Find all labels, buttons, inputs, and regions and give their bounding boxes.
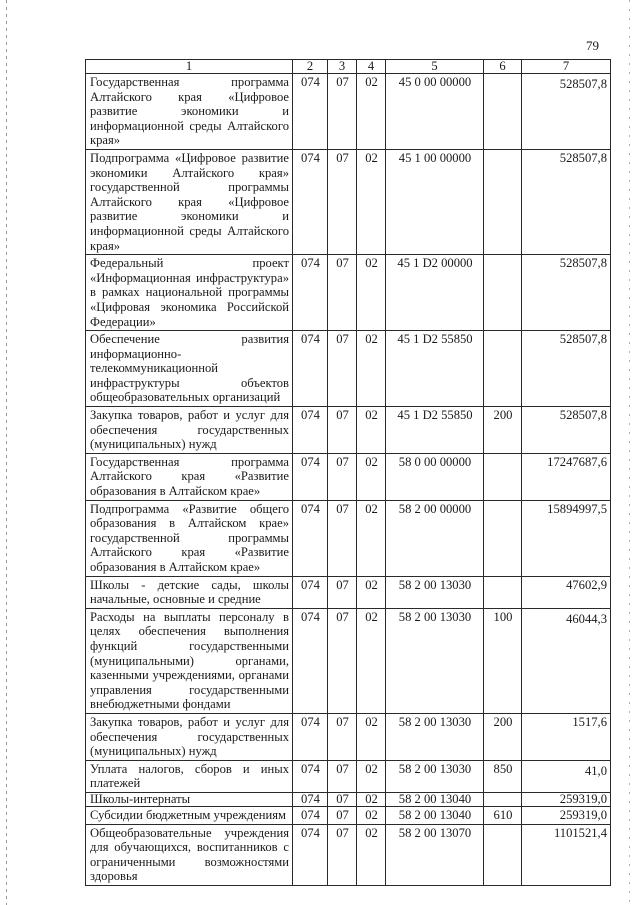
- row-csr: 58 2 00 13030: [386, 608, 484, 713]
- page-number: 79: [586, 38, 599, 53]
- row-rz: 07: [328, 407, 357, 454]
- row-vr: 200: [484, 407, 522, 454]
- row-vr: 850: [484, 760, 522, 792]
- row-amount: 41,0: [522, 760, 611, 792]
- row-csr: 58 2 00 13030: [386, 760, 484, 792]
- table-row: [86, 453, 611, 500]
- row-csr: 58 0 00 00000: [386, 453, 484, 500]
- row-rz: 07: [328, 149, 357, 254]
- row-amount: 528507,8: [522, 149, 611, 254]
- row-ved: 074: [293, 74, 328, 150]
- table-row: [86, 792, 611, 806]
- row-pr: 02: [357, 407, 386, 454]
- row-amount: 46044,3: [522, 608, 611, 713]
- table-row: [86, 149, 611, 254]
- row-amount: 17247687,6: [522, 453, 611, 500]
- row-csr: 45 0 00 00000: [386, 74, 484, 150]
- row-amount: 15894997,5: [522, 500, 611, 576]
- table-row: [86, 576, 611, 608]
- row-rz: 07: [328, 576, 357, 608]
- table-row: [86, 824, 611, 885]
- row-csr: 45 1 D2 00000: [386, 255, 484, 331]
- row-name: Закупка товаров, работ и услуг для обеспечения государственных (муниципальных) нужд: [86, 407, 293, 454]
- row-csr: 45 1 00 00000: [386, 149, 484, 254]
- row-rz: 07: [328, 792, 357, 806]
- row-csr: 58 2 00 13040: [386, 806, 484, 824]
- row-ved: 074: [293, 806, 328, 824]
- table-header-row: [86, 60, 611, 74]
- row-csr: 58 2 00 13070: [386, 824, 484, 885]
- row-ved: 074: [293, 824, 328, 885]
- row-amount: 528507,8: [522, 74, 611, 150]
- table-row: [86, 500, 611, 576]
- row-amount: 528507,8: [522, 255, 611, 331]
- row-csr: 58 2 00 00000: [386, 500, 484, 576]
- row-ved: 074: [293, 331, 328, 407]
- row-name: Уплата налогов, сборов и иных платежей: [86, 760, 293, 792]
- row-ved: 074: [293, 576, 328, 608]
- table-row: [86, 407, 611, 454]
- table-row: [86, 74, 611, 150]
- row-rz: 07: [328, 806, 357, 824]
- row-name: Закупка товаров, работ и услуг для обеспечения государственных (муниципальных) нужд: [86, 713, 293, 760]
- row-pr: 02: [357, 331, 386, 407]
- row-pr: 02: [357, 713, 386, 760]
- row-rz: 07: [328, 608, 357, 713]
- table-row: [86, 760, 611, 792]
- row-pr: 02: [357, 74, 386, 150]
- column-header: 2: [293, 60, 328, 74]
- row-vr: 610: [484, 806, 522, 824]
- row-pr: 02: [357, 792, 386, 806]
- row-amount: 1101521,4: [522, 824, 611, 885]
- row-vr: 100: [484, 608, 522, 713]
- row-name: Школы - детские сады, школы начальные, основные и средние: [86, 576, 293, 608]
- column-header: 4: [357, 60, 386, 74]
- row-csr: 58 2 00 13030: [386, 713, 484, 760]
- row-ved: 074: [293, 255, 328, 331]
- row-pr: 02: [357, 149, 386, 254]
- table-row: [86, 331, 611, 407]
- row-name: Расходы на выплаты персоналу в целях обеспечения выполнения функций государственными (муниципальными) органами, казенными учреждениями, органами управления государственными внебюджетными фондами: [86, 608, 293, 713]
- row-vr: [484, 792, 522, 806]
- row-csr: 58 2 00 13030: [386, 576, 484, 608]
- row-pr: 02: [357, 576, 386, 608]
- row-name: Обеспечение развития информационно-телекоммуникационной инфраструктуры объектов общеобразовательных организаций: [86, 331, 293, 407]
- row-vr: [484, 500, 522, 576]
- row-ved: 074: [293, 149, 328, 254]
- row-csr: 45 1 D2 55850: [386, 331, 484, 407]
- row-vr: [484, 255, 522, 331]
- row-vr: [484, 824, 522, 885]
- row-name: Государственная программа Алтайского края «Развитие образования в Алтайском крае»: [86, 453, 293, 500]
- row-ved: 074: [293, 760, 328, 792]
- row-ved: 074: [293, 792, 328, 806]
- table-row: [86, 255, 611, 331]
- row-rz: 07: [328, 824, 357, 885]
- row-name: Подпрограмма «Развитие общего образования в Алтайском крае» государственной программы Алтайского края «Развитие образования в Алтайском крае»: [86, 500, 293, 576]
- row-vr: [484, 453, 522, 500]
- row-rz: 07: [328, 453, 357, 500]
- row-rz: 07: [328, 500, 357, 576]
- budget-table: [85, 59, 611, 886]
- row-csr: 45 1 D2 55850: [386, 407, 484, 454]
- row-amount: 528507,8: [522, 331, 611, 407]
- row-vr: [484, 149, 522, 254]
- row-ved: 074: [293, 608, 328, 713]
- table-row: [86, 713, 611, 760]
- row-rz: 07: [328, 74, 357, 150]
- table-row: [86, 608, 611, 713]
- scan-edge-right: [629, 0, 630, 905]
- row-pr: 02: [357, 806, 386, 824]
- row-csr: 58 2 00 13040: [386, 792, 484, 806]
- row-amount: 259319,0: [522, 806, 611, 824]
- row-name: Школы-интернаты: [86, 792, 293, 806]
- column-header: 6: [484, 60, 522, 74]
- column-header: 5: [386, 60, 484, 74]
- row-ved: 074: [293, 500, 328, 576]
- row-pr: 02: [357, 500, 386, 576]
- table-row: [86, 806, 611, 824]
- row-name: Общеобразовательные учреждения для обучающихся, воспитанников с ограниченными возможностями здоровья: [86, 824, 293, 885]
- row-pr: 02: [357, 608, 386, 713]
- column-header: 7: [522, 60, 611, 74]
- row-pr: 02: [357, 453, 386, 500]
- row-name: Государственная программа Алтайского края «Цифровое развитие экономики и информационной среды Алтайского края»: [86, 74, 293, 150]
- row-vr: [484, 576, 522, 608]
- row-ved: 074: [293, 407, 328, 454]
- row-rz: 07: [328, 331, 357, 407]
- row-ved: 074: [293, 453, 328, 500]
- row-amount: 259319,0: [522, 792, 611, 806]
- row-name: Субсидии бюджетным учреждениям: [86, 806, 293, 824]
- row-amount: 528507,8: [522, 407, 611, 454]
- row-amount: 47602,9: [522, 576, 611, 608]
- row-ved: 074: [293, 713, 328, 760]
- row-pr: 02: [357, 824, 386, 885]
- column-header: 1: [86, 60, 293, 74]
- row-pr: 02: [357, 255, 386, 331]
- row-vr: [484, 74, 522, 150]
- row-amount: 1517,6: [522, 713, 611, 760]
- row-name: Федеральный проект «Информационная инфраструктура» в рамках национальной программы «Цифровая экономика Российской Федерации»: [86, 255, 293, 331]
- row-vr: 200: [484, 713, 522, 760]
- row-pr: 02: [357, 760, 386, 792]
- scan-edge-left: [6, 0, 7, 905]
- row-rz: 07: [328, 255, 357, 331]
- row-rz: 07: [328, 760, 357, 792]
- column-header: 3: [328, 60, 357, 74]
- row-vr: [484, 331, 522, 407]
- row-name: Подпрограмма «Цифровое развитие экономики Алтайского края» государственной программы Алтайского края «Цифровое развитие экономики и информационной среды Алтайского края»: [86, 149, 293, 254]
- row-rz: 07: [328, 713, 357, 760]
